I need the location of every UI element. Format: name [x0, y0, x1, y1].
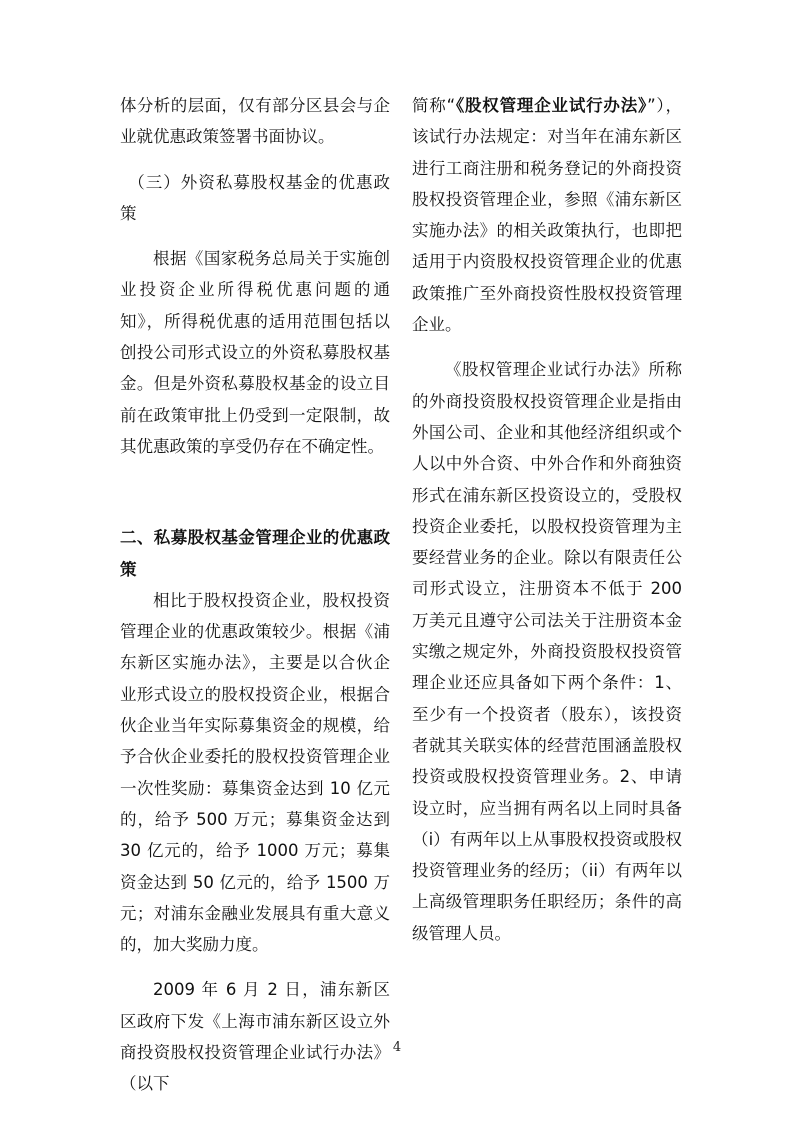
text-prefix: 简称“ [412, 96, 456, 115]
subsection-heading-foreign-pe-fund: （三）外资私募股权基金的优惠政策 [120, 172, 390, 223]
text-rest: ”），该试行办法规定：对当年在浦东新区进行工商注册和税务登记的外商投资股权投资管理企业，参照《浦东新区实施办法》的相关政策执行，也即把适用于内资股权投资管理企业的优惠政策推广至外商投资性股权投资管理企业。 [412, 96, 682, 335]
left-column [120, 90, 390, 1100]
paragraph-trial-measures [412, 90, 682, 340]
paragraph-management-incentives: 相比于股权投资企业，股权投资管理企业的优惠政策较少。根据《浦东新区实施办法》，主要是以合伙企业形式设立的股权投资企业，根据合伙企业当年实际募集资金的规模，给予合伙企业委托的股权投资管理企业一次性奖励：募集资金达到 10 亿元的，给予 500 万元；募集资金达到 30 亿元的，给予 1000 万元；募集资金达到 50 亿元的，给予 1500 万元；对浦东金融业发展具有重大意义的，加大奖励力度。 [120, 590, 390, 955]
right-column [412, 90, 682, 949]
paragraph-tax-notice: 根据《国家税务总局关于实施创业投资企业所得税优惠问题的通知》，所得税优惠的适用范围包括以创投公司形式设立的外资私募股权基金。但是外资私募股权基金的设立目前在政策审批上仍受到一定限制，故其优惠政策的享受仍存在不确定性。 [120, 249, 390, 456]
paragraph-foreign-management-definition: 《股权管理企业试行办法》所称的外商投资股权投资管理企业是指由外国公司、企业和其他经济组织或个人以中外合资、中外合作和外商独资形式在浦东新区投资设立的，受股权投资企业委托，以股权投资管理为主要经营业务的企业。除以有限责任公司形式设立，注册资本不低于 200 万美元且遵守公司法关于注册资本金实缴之规定外，外商投资股权投资管理企业还应具备如下两个条件：1、至少有一个投资者（股东），该投资者就其关联实体的经营范围涵盖股权投资或股权投资管理业务。2、申请设立时，应当拥有两名以上同时具备（i）有两年以上从事股权投资或股权投资管理业务的经历；（ii）有两年以上高级管理职务任职经历；条件的高级管理人员。 [412, 360, 682, 943]
paragraph-continued: 体分析的层面，仅有部分区县会与企业就优惠政策签署书面协议。 [120, 96, 390, 147]
section-heading-pe-management: 二、私募股权基金管理企业的优惠政策 [120, 528, 390, 579]
paragraph-pudong-2009: 2009 年 6 月 2 日，浦东新区区政府下发《上海市浦东新区设立外商投资股权投资管理企业试行办法》（以下 [120, 980, 390, 1094]
text-bold-title: 《股权管理企业试行办法》 [455, 96, 648, 115]
page-number: 4 [392, 1040, 402, 1055]
